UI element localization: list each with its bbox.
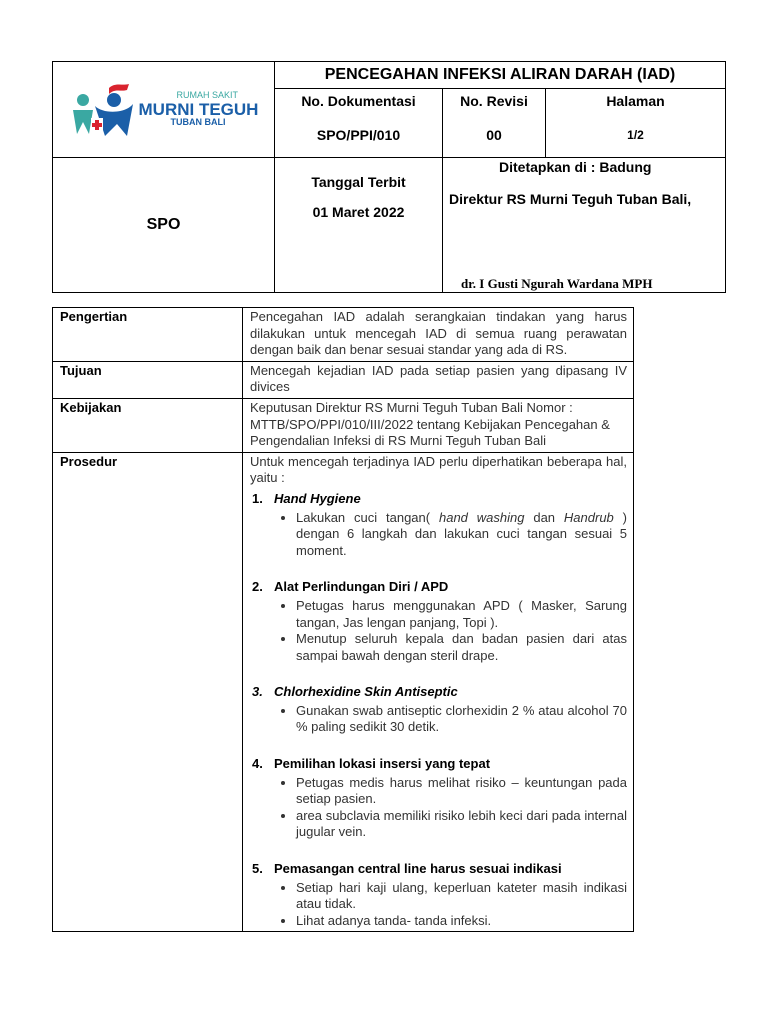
issue-label: Tanggal Terbit (311, 174, 406, 190)
revision-label: No. Revisi (443, 89, 546, 113)
section-1-title: 1. Hand Hygiene (252, 490, 361, 506)
section-1-list (250, 510, 627, 560)
section-2-title: 2. Alat Perlindungan Diri / APD (252, 579, 449, 595)
logo-figures-icon (69, 82, 135, 138)
list-item: • Setiap hari kaji ulang, keperluan kateter masih indikasi atau tidak. (296, 880, 627, 913)
page-value: 1/2 (627, 127, 644, 142)
list-item: • Petugas harus menggunakan APD ( Masker, Sarung tangan, Jas lengan panjang, Topi ). (296, 598, 627, 631)
row-label-tujuan: Tujuan (53, 361, 243, 398)
hospital-logo-cell (53, 62, 275, 158)
doc-number-value: SPO/PPI/010 (275, 113, 443, 157)
row-text-pengertian: Pencegahan IAD adalah serangkaian tindakan yang harus dilakukan untuk mencegah IAD di semua ruang perawatan dengan baik dan benar sesuai standar yang ada di RS. (243, 308, 634, 362)
row-label-pengertian: Pengertian (53, 308, 243, 362)
row-label-kebijakan: Kebijakan (53, 398, 243, 452)
signer-name: dr. I Gusti Ngurah Wardana MPH (461, 276, 653, 291)
doc-number-label: No. Dokumentasi (275, 89, 443, 113)
issue-cell (275, 158, 443, 293)
list-item: • Petugas medis harus melihat risiko – keuntungan pada setiap pasien. (296, 775, 627, 808)
list-item: • Gunakan swab antiseptic clorhexidin 2 % atau alcohol 70 % paling sedikit 30 detik. (296, 703, 627, 736)
procedure-cell (243, 452, 634, 932)
list-item: • Lakukan cuci tangan( hand washing dan Handrub ) dengan 6 langkah dan lakukan cuci tangan sesuai 5 moment. (296, 510, 627, 560)
logo-line-2: MURNI TEGUH (138, 99, 259, 119)
list-item: • Menutup seluruh kepala dan badan pasien dari atas sampai bawah dengan steril drape. (296, 631, 627, 664)
page-label: Halaman (606, 93, 665, 109)
spo-content-table (52, 307, 634, 932)
revision-value: 00 (443, 113, 546, 157)
section-5-title: 5. Pemasangan central line harus sesuai indikasi (252, 861, 562, 877)
document-header (52, 61, 726, 293)
table-row (53, 452, 634, 932)
spo-label: SPO (53, 158, 275, 293)
section-3-title: 3. Chlorhexidine Skin Antiseptic (252, 684, 458, 700)
logo-line-1: RUMAH SAKIT (176, 90, 239, 101)
procedure-intro: Untuk mencegah terjadinya IAD perlu diperhatikan beberapa hal, yaitu : (250, 453, 627, 486)
list-item: • Lihat adanya tanda- tanda infeksi. (296, 913, 627, 930)
set-by: Ditetapkan di : Badung (499, 159, 652, 175)
section-2-list (250, 598, 627, 664)
issue-date: 01 Maret 2022 (312, 204, 405, 220)
table-row (53, 361, 634, 398)
table-row (53, 308, 634, 362)
section-4-list (250, 775, 627, 841)
row-label-prosedur: Prosedur (53, 452, 243, 932)
section-3-list (250, 703, 627, 736)
approval-cell (443, 158, 726, 293)
section-5-list (250, 880, 627, 930)
header-right-top (275, 62, 726, 158)
list-item: • area subclavia memiliki risiko lebih keci dari pada internal jugular vein. (296, 808, 627, 841)
logo-line-3: TUBAN BALI (170, 117, 226, 128)
table-row (53, 398, 634, 452)
document-title: PENCEGAHAN INFEKSI ALIRAN DARAH (IAD) (275, 62, 725, 89)
row-text-tujuan: Mencegah kejadian IAD pada setiap pasien yang dipasang IV divices (243, 361, 634, 398)
director-title: Direktur RS Murni Teguh Tuban Bali, (449, 191, 692, 207)
hospital-logo (53, 82, 274, 138)
row-text-kebijakan: Keputusan Direktur RS Murni Teguh Tuban Bali Nomor : MTTB/SPO/PPI/010/III/2022 tentang Kebijakan Pencegahan & Pengendalian Infeksi di RS Murni Teguh Tuban Bali (243, 398, 634, 452)
section-4-title: 4. Pemilihan lokasi insersi yang tepat (252, 756, 491, 772)
